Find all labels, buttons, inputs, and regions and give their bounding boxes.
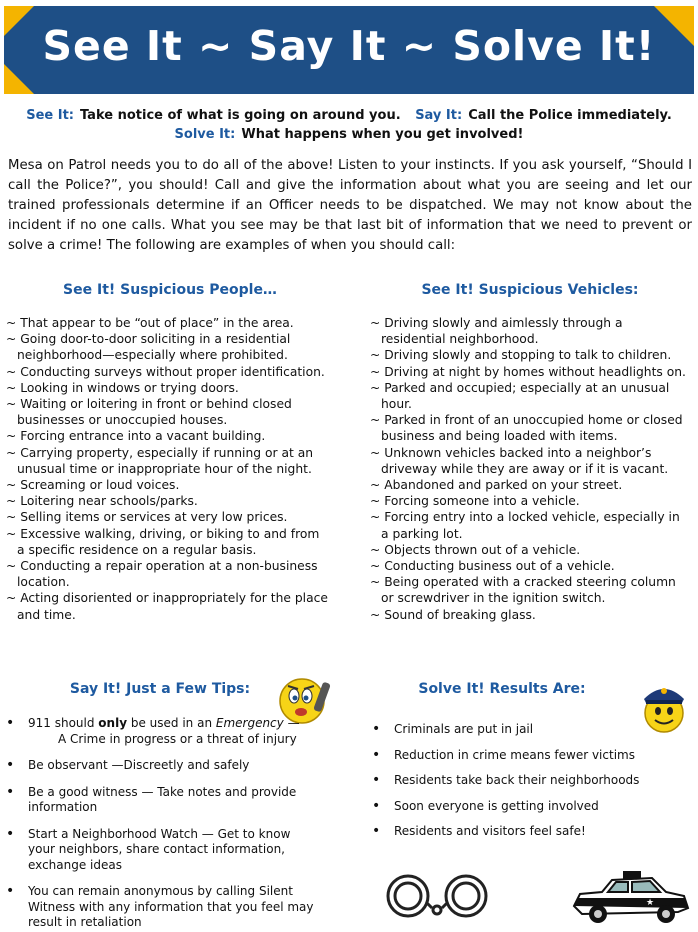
list-item: ~ Forcing entrance into a vacant building. [6,429,266,444]
list-item: ~ Unknown vehicles backed into a neighbor’s driveway while they are away or if it is vacant. [370,445,669,476]
list-item: • Residents and visitors feel safe! [372,824,672,840]
list-item: • Reduction in crime means fewer victims [372,748,672,764]
list-item: ~ Driving slowly and stopping to talk to children. [370,348,672,363]
handcuffs-icon [382,868,492,926]
say-text: Call the Police immediately. [468,108,672,123]
list-item: ~ Acting disoriented or inappropriately for the place and time. [6,591,328,622]
list-item: • Be a good witness — Take notes and provide information [6,785,316,816]
see-label: See It: [26,108,74,123]
list-item: • Criminals are put in jail [372,722,672,738]
list-item: ~ Driving at night by homes without headlights on. [370,364,686,379]
emphasis-emergency: Emergency [215,716,284,730]
list-item: • Soon everyone is getting involved [372,799,672,815]
list-item: ~ Screaming or loud voices. [6,478,180,493]
emphasis-only: only [98,716,128,730]
people-list [6,315,328,623]
svg-text:★: ★ [646,898,655,908]
people-heading: See It! Suspicious People… [63,282,277,298]
list-item: ~ Sound of breaking glass. [370,607,536,622]
list-item: • You can remain anonymous by calling Silent Witness with any information that you feel may result in retaliation [6,884,316,931]
page-title: See It ~ Say It ~ Solve It! [42,22,656,70]
police-car-icon [568,868,692,928]
list-item: ~ Looking in windows or trying doors. [6,380,239,395]
list-item: • 911 should only be used in an Emergency — A Crime in progress or a threat of injury [6,716,316,747]
list-item: ~ Conducting business out of a vehicle. [370,559,615,574]
list-item: • Start a Neighborhood Watch — Get to know your neighbors, share contact information, exchange ideas [6,827,316,874]
solve-text: What happens when you get involved! [241,127,524,142]
results-list [372,722,672,840]
list-item: ~ That appear to be “out of place” in the area. [6,316,294,330]
list-item: ~ Loitering near schools/parks. [6,494,198,509]
results-heading: Solve It! Results Are: [418,681,586,697]
list-item: ~ Conducting a repair operation at a non-business location. [6,559,318,590]
list-item: ~ Conducting surveys without proper identification. [6,364,325,379]
list-item: ~ Excessive walking, driving, or biking to and from a specific residence on a regular basis. [6,526,320,557]
intro-line-2 [0,127,698,142]
say-label: Say It: [415,108,463,123]
tips-list [6,716,316,931]
intro-paragraph: Mesa on Patrol needs you to do all of the above! Listen to your instincts. If you ask yourself, “Should I call the Police?”, you should! Call and give the information about what you are seeing and let our trained professionals determine if an Officer needs to be dispatched. We may not know about the incident if no one calls. What you see may be that last bit of information that we need to prevent or solve a crime! The following are examples of when you should call: [8,158,692,253]
list-item: ~ Being operated with a cracked steering column or screwdriver in the ignition switch. [370,575,676,606]
list-item: ~ Forcing entry into a locked vehicle, especially in a parking lot. [370,510,680,541]
list-item: ~ Parked in front of an unoccupied home or closed business and being loaded with items. [370,413,683,444]
vehicles-heading: See It! Suspicious Vehicles: [421,282,639,298]
list-item: ~ Forcing someone into a vehicle. [370,494,580,509]
title-banner [4,6,694,94]
list-item: ~ Abandoned and parked on your street. [370,478,623,493]
list-item: ~ Objects thrown out of a vehicle. [370,542,581,557]
vehicles-list [370,315,690,623]
list-item: ~ Carrying property, especially if running or at an unusual time or inappropriate hour of the night. [6,445,314,476]
intro-line-1 [0,108,698,123]
list-item: • Residents take back their neighborhoods [372,773,672,789]
list-item: ~ Waiting or loitering in front or behind closed businesses or unoccupied houses. [6,397,292,428]
list-item: ~ Parked and occupied; especially at an unusual hour. [370,380,670,412]
list-item: ~ Selling items or services at very low prices. [6,510,288,525]
list-item: ~ Going door-to-door soliciting in a residential neighborhood—especially where prohibited. [6,332,291,363]
tips-heading: Say It! Just a Few Tips: [69,681,251,697]
see-text: Take notice of what is going on around you. [79,108,401,123]
list-item: • Be observant —Discreetly and safely [6,758,316,774]
list-item: ~ Driving slowly and aimlessly through a residential neighborhood. [370,316,623,347]
solve-label: Solve It: [174,127,236,142]
